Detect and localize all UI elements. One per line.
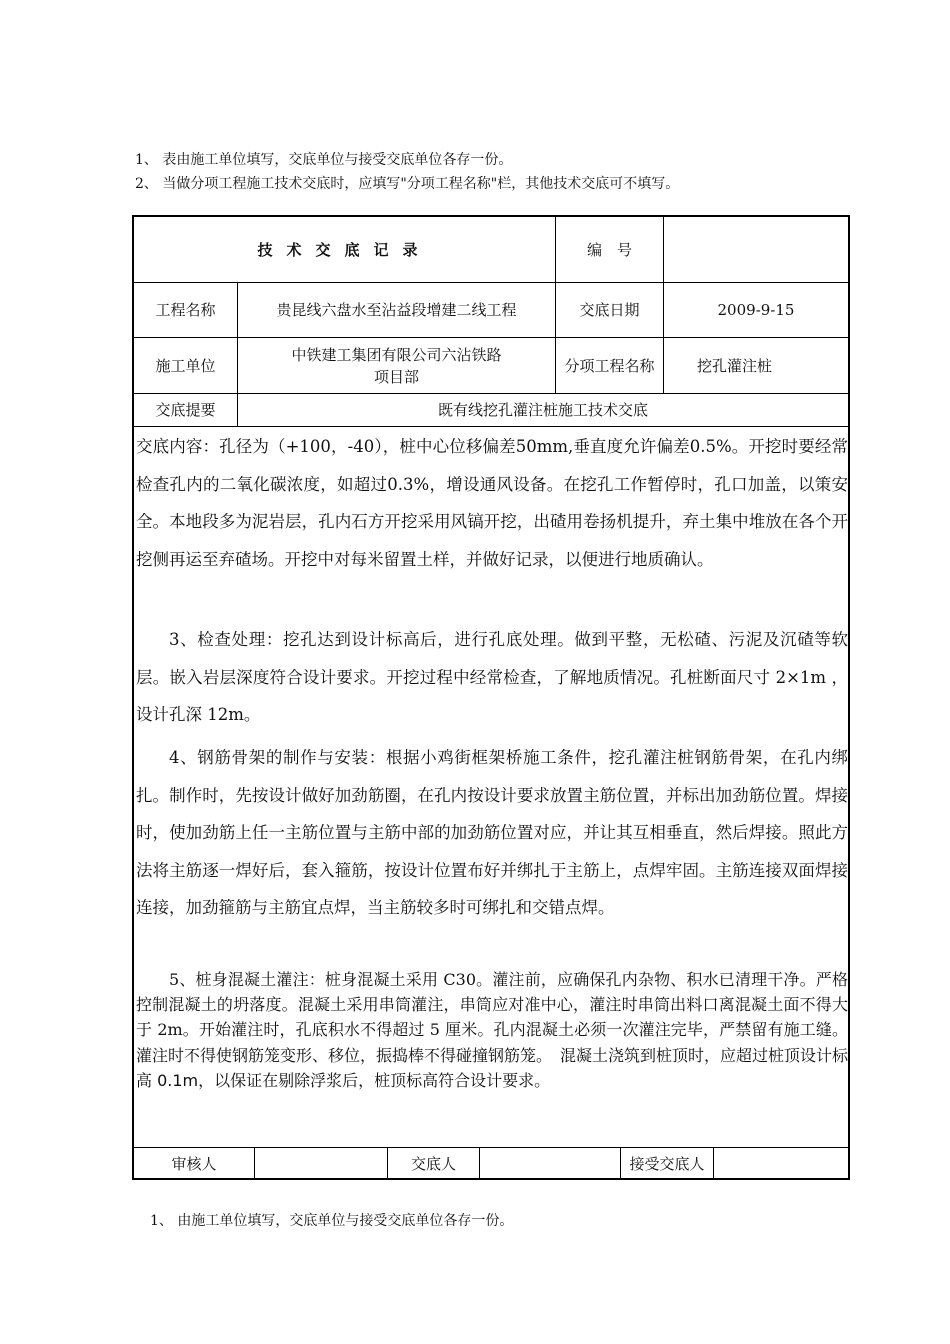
presenter-label: 交底人	[410, 1154, 456, 1173]
reviewer-value	[255, 1148, 387, 1179]
receiver-value	[714, 1148, 848, 1179]
number-label: 编 号	[586, 240, 632, 259]
top-note-2: 2、 当做分项工程施工技术交底时，应填写"分项工程名称"栏，其他技术交底可不填写。	[135, 176, 680, 192]
project-name-value: 贵昆线六盘水至沾益段增建二线工程	[276, 301, 517, 319]
unit-value-line2: 项目部	[373, 367, 419, 386]
reviewer-label: 审核人	[171, 1154, 217, 1173]
content-paragraph-4-c: ，以保证在剔除浮浆后，桩顶标高符合设计要求。	[198, 1070, 551, 1090]
date-label: 交底日期	[579, 301, 640, 319]
content-paragraph-1: 交底内容：孔径为（+100，-40），桩中心位移偏差50mm,垂直度允许偏差0.5%。开挖时要经常检查孔内的二氧化碳浓度，如超过0.3%，增设通风设备。在挖孔工作暂停时，孔口加盖，以策安全。本地段多为泥岩层，孔内石方开挖采用风镐开挖，出碴用卷扬机提升，弃土集中堆放在各个开挖侧再运至弃碴场。开挖中对每米留置土样，并做好记录，以便进行地质确认。	[136, 437, 848, 569]
date-value: 2009-9-15	[717, 301, 795, 319]
form-title: 技术交底记录	[257, 240, 432, 259]
content-paragraph-4	[136, 967, 848, 1093]
subitem-value: 挖孔灌注桩	[697, 356, 773, 375]
content-paragraph-2: 3、检查处理：挖孔达到设计标高后，进行孔底处理。做到平整，无松碴、污泥及沉碴等软层。嵌入岩层深度符合设计要求。开挖过程中经常检查，了解地质情况。孔桩断面尺寸 2×1m ，设计孔深 12m。	[136, 630, 848, 724]
unit-value-line1: 中铁建工集团有限公司六沾铁路	[291, 345, 502, 364]
summary-label: 交底提要	[155, 401, 216, 419]
content-paragraph-4-a: 5、桩身混凝土灌注：桩身混凝土采用 C30。灌注前，应确保孔内杂物、积水已清理干净。严格控制混凝土的坍落度。混凝土采用串筒灌注，串筒应对准中心，灌注时串筒出料口离混凝土面不得大于 2m。开始灌注时，孔底积水不得超过 5 厘米。孔内混凝土必须一次灌注完毕，严禁留有施工缝。灌注时不得使钢筋笼变形、移位，振捣棒不得碰撞钢筋笼。 混凝土浇筑到桩顶时，应超过桩顶设计标高	[136, 970, 849, 1090]
row-divider	[133, 426, 849, 427]
bottom-note: 1、 由施工单位填写，交底单位与接受交底单位各存一份。	[150, 1213, 514, 1229]
presenter-value	[480, 1148, 620, 1179]
unit-value	[238, 338, 555, 393]
top-note-1: 1、 表由施工单位填写，交底单位与接受交底单位各存一份。	[135, 152, 513, 168]
receiver-label: 接受交底人	[629, 1154, 705, 1173]
content-paragraph-3: 4、钢筋骨架的制作与安装：根据小鸡街框架桥施工条件，挖孔灌注桩钢筋骨架，在孔内绑扎。制作时，先按设计做好加劲筋圈，在孔内按设计要求放置主筋位置，并标出加劲筋位置。焊接时，使加劲筋上任一主筋位置与主筋中部的加劲筋位置对应，并让其互相垂直，然后焊接。照此方法将主筋逐一焊好后，套入箍筋，按设计位置布好并绑扎于主筋上，点焊牢固。主筋连接双面焊接连接，加劲箍筋与主筋宜点焊，当主筋较多时可绑扎和交错点焊。	[136, 748, 848, 917]
subitem-label: 分项工程名称	[564, 356, 655, 375]
project-name-label: 工程名称	[155, 301, 216, 319]
summary-value: 既有线挖孔灌注桩施工技术交底	[437, 401, 648, 419]
content-paragraph-4-b: 0.1m	[157, 1070, 199, 1090]
unit-label: 施工单位	[155, 356, 216, 375]
number-value	[664, 217, 848, 282]
